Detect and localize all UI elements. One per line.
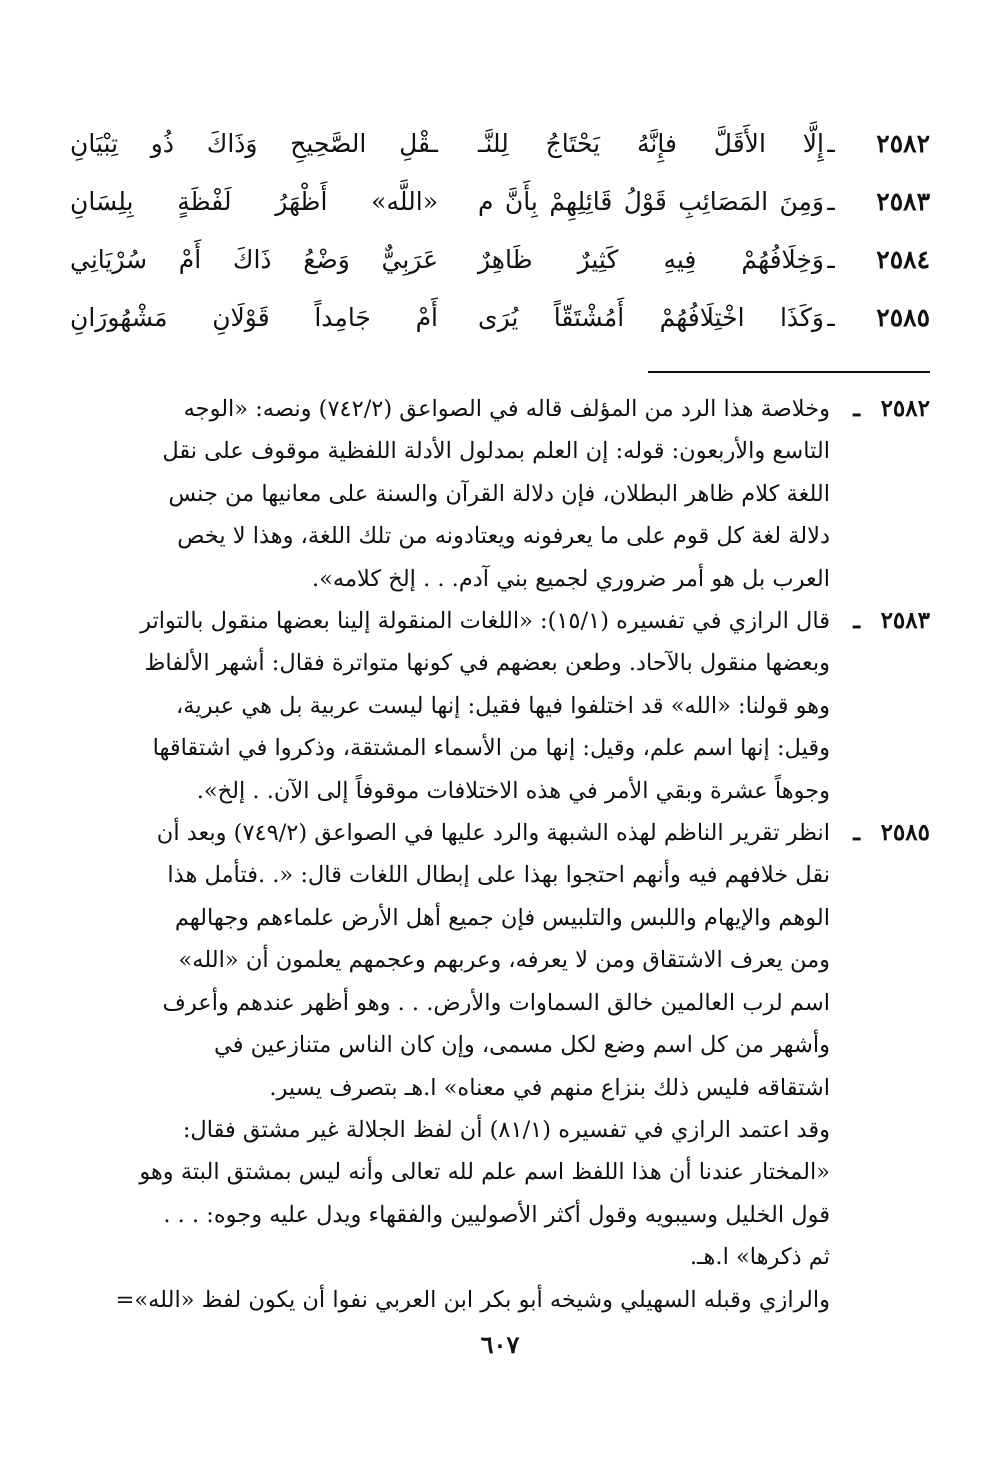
footnote-number: ٢٥٨٢ xyxy=(880,395,930,422)
verse-number: ٢٥٨٥ xyxy=(876,303,930,332)
verse-number: ٢٥٨٢ xyxy=(876,129,930,158)
footnote: ٢٥٨٥ ـ انظر تقرير الناظم لهذه الشبهة والرد عليها في الصواعق (٧٤٩/٢) وبعد أن نقل خلافهم فيه وأنهم احتجوا بهذا على إبطال اللغات قال: «. .فتأمل هذا الوهم والإيهام واللبس والتلبيس فإن جميع أهل الأرض علماءهم وجهالهم ومن يعرف الاشتقاق ومن لا يعرفه، وعربهم وعجمهم يعلمون أن «الله» اسم لرب العالمين خالق السماوات والأرض. . . وهو أظهر عندهم وأعرف وأشهر من كل اسم وضع لكل مسمى، وإن كان الناس متنازعين في اشتقاقه فليس ذلك بنزاع منهم في معناه» ا.هـ بتصرف يسير. xyxy=(70,812,930,1109)
footnote-line: قول الخليل وسيبويه وقول أكثر الأصوليين والفقهاء ويدل عليه وجوه: . . . xyxy=(163,1201,830,1228)
footnote-line: التاسع والأربعون: قوله: إن العلم بمدلول الأدلة اللفظية موقوف على نقل xyxy=(162,438,830,465)
footnote: ٢٥٨٢ ـ وخلاصة هذا الرد من المؤلف قاله في الصواعق (٧٤٢/٢) ونصه: «الوجه التاسع والأربعون: قوله: إن العلم بمدلول الأدلة اللفظية موقوف على نقل اللغة كلام ظاهر البطلان، فإن دلالة القرآن والسنة على معانيها من جنس دلالة لغة كل قوم على ما يعرفونه ويعتادونه من تلك اللغة، وهذا لا يخص العرب بل هو أمر ضروري لجميع بني آدم. . . إلخ كلامه». xyxy=(70,388,930,600)
footnote-line: وخلاصة هذا الرد من المؤلف قاله في الصواعق (٧٤٢/٢) ونصه: «الوجه xyxy=(183,396,830,422)
footnote-line: اشتقاقه فليس ذلك بنزاع منهم في معناه» ا.هـ بتصرف يسير. xyxy=(269,1074,830,1101)
footnote: ٢٥٨٣ ـ قال الرازي في تفسيره (١٥/١): «اللغات المنقولة إلينا بعضها منقول بالتواتر وبعضها منقول بالآحاد. وطعن بعضهم في كونها متواترة فقال: أشهر الألفاظ وهو قولنا: «الله» قد اختلفوا فيها فقيل: إنها ليست عربية بل هي عبرية، وقيل: إنها اسم علم، وقيل: إنها من الأسماء المشتقة، وذكروا في اشتقاقها وجوهاً عشرة وبقي الأمر في هذه الاختلافات موقوفاً إلى الآن. . إلخ». xyxy=(70,600,930,812)
footnotes xyxy=(70,388,930,1321)
page-number: ٦٠٧ xyxy=(480,1330,520,1359)
footnote-number: ٢٥٨٣ xyxy=(880,607,930,635)
footnote-number: ٢٥٨٥ xyxy=(880,819,930,847)
footnote-line: الوهم والإيهام واللبس والتلبيس فإن جميع أهل الأرض علماءهم وجهالهم xyxy=(174,904,830,931)
footnote-line: نقل خلافهم فيه وأنهم احتجوا بهذا على إبطال اللغات قال: «. .فتأمل هذا xyxy=(167,862,830,889)
footnote-line: ومن يعرف الاشتقاق ومن لا يعرفه، وعربهم وعجمهم يعلمون أن «الله» xyxy=(178,947,830,974)
verse-first-hemistich: وَمِنَ المَصَائِبِ قَوْلُ قَائِلِهِمْ بِأَنَّ م xyxy=(478,187,824,216)
verse-second-hemistich: ـقْلِ الصَّحِيحِ وَذَاكَ ذُو تِبْيَانِ xyxy=(70,129,438,158)
footnote-line: ثم ذكرها» ا.هـ. xyxy=(689,1244,830,1271)
verse-second-hemistich: «اللَّه» أَظْهَرُ لَفْظَةٍ بِلِسَانِ xyxy=(70,187,438,216)
verse-line: ٢٥٨٣ ـ وَمِنَ المَصَائِبِ قَوْلُ قَائِلِهِمْ بِأَنَّ م «اللَّه» أَظْهَرُ لَفْظَةٍ بِلِسَانِ xyxy=(70,173,930,231)
footnote-separator xyxy=(648,371,930,373)
verse-line: ٢٥٨٢ ـ إِلَّا الأَقَلَّ فإِنَّهُ يَحْتَاجُ لِلنَّـ ـقْلِ الصَّحِيحِ وَذَاكَ ذُو تِبْيَانِ xyxy=(70,115,930,173)
footnote-line: قال الرازي في تفسيره (١٥/١): «اللغات المنقولة إلينا بعضها منقول بالتواتر xyxy=(140,608,830,635)
footnote-line: دلالة لغة كل قوم على ما يعرفونه ويعتادونه من تلك اللغة، وهذا لا يخص xyxy=(177,523,830,550)
footnote-line: وأشهر من كل اسم وضع لكل مسمى، وإن كان الناس متنازعين في xyxy=(213,1032,830,1059)
verse-second-hemistich: أَمْ جَامِداً قَوْلَانِ مَشْهُورَانِ xyxy=(70,303,438,332)
verse-second-hemistich: عَرَبِيٌّ وَضْعُ ذَاكَ أَمْ سُرْيَانِي xyxy=(70,245,438,274)
verse-first-hemistich: وَخِلَافُهُمْ فِيهِ كَثِيرٌ ظَاهِرٌ xyxy=(478,245,824,274)
footnote-line: انظر تقرير الناظم لهذه الشبهة والرد عليها في الصواعق (٧٤٩/٢) وبعد أن xyxy=(156,820,830,847)
footnote-line: والرازي وقبله السهيلي وشيخه أبو بكر ابن العربي نفوا أن يكون لفظ «الله»= xyxy=(115,1286,830,1313)
footnote-line: «المختار عندنا أن هذا اللفظ اسم علم لله تعالى وأنه ليس بمشتق البتة وهو xyxy=(139,1159,830,1186)
footnote-line: وقد اعتمد الرازي في تفسيره (٨١/١) أن لفظ الجلالة غير مشتق فقال: xyxy=(182,1116,830,1143)
verse-line: ٢٥٨٤ ـ وَخِلَافُهُمْ فِيهِ كَثِيرٌ ظَاهِرٌ عَرَبِيٌّ وَضْعُ ذَاكَ أَمْ سُرْيَانِي xyxy=(70,231,930,289)
verse-first-hemistich: إِلَّا الأَقَلَّ فإِنَّهُ يَحْتَاجُ لِلنَّـ xyxy=(478,129,824,158)
footnote-line: اللغة كلام ظاهر البطلان، فإن دلالة القرآن والسنة على معانيها من جنس xyxy=(168,480,830,507)
poem-verses xyxy=(70,115,930,347)
verse-first-hemistich: وَكَذَا اخْتِلَافُهُمْ أَمُشْتَقّاً يُرَى xyxy=(478,303,824,332)
footnote-continuation xyxy=(70,1109,930,1321)
footnote-line: وجوهاً عشرة وبقي الأمر في هذه الاختلافات موقوفاً إلى الآن. . إلخ». xyxy=(196,777,830,804)
footnote-line: العرب بل هو أمر ضروري لجميع بني آدم. . . إلخ كلامه». xyxy=(311,565,830,592)
footnote-line: وبعضها منقول بالآحاد. وطعن بعضهم في كونها متواترة فقال: أشهر الألفاظ xyxy=(144,650,830,677)
footnote-line: وقيل: إنها اسم علم، وقيل: إنها من الأسماء المشتقة، وذكروا في اشتقاقها xyxy=(152,735,830,762)
verse-number: ٢٥٨٤ xyxy=(876,245,930,274)
verse-number: ٢٥٨٣ xyxy=(876,187,930,216)
footnote-line: وهو قولنا: «الله» قد اختلفوا فيها فقيل: إنها ليست عربية بل هي عبرية، xyxy=(176,692,830,719)
verse-line: ٢٥٨٥ ـ وَكَذَا اخْتِلَافُهُمْ أَمُشْتَقّاً يُرَى أَمْ جَامِداً قَوْلَانِ مَشْهُورَانِ xyxy=(70,289,930,347)
footnote-line: اسم لرب العالمين خالق السماوات والأرض. . . وهو أظهر عندهم وأعرف xyxy=(162,989,830,1016)
